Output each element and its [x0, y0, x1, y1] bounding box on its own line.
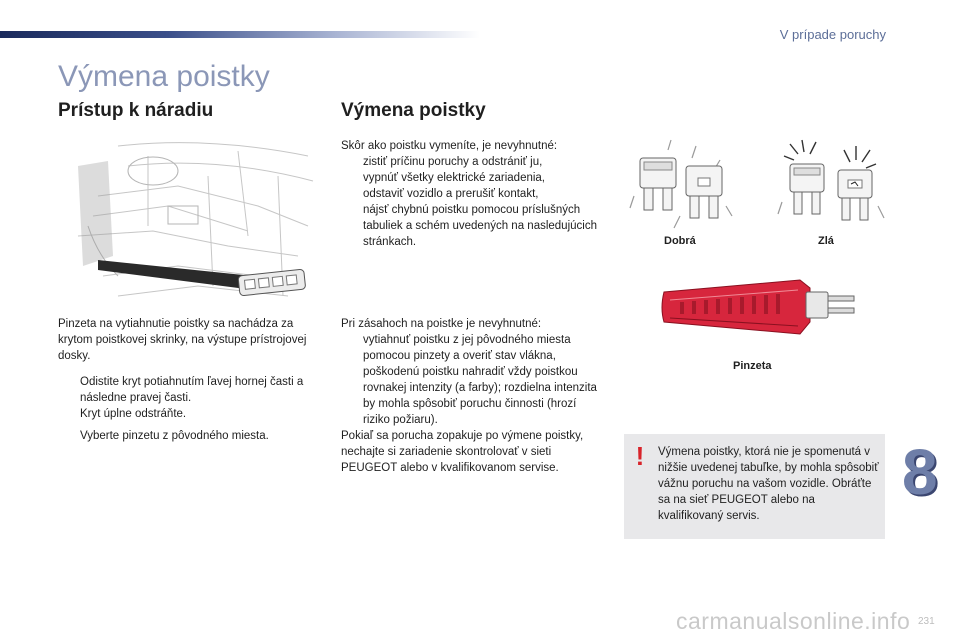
before-intro: Skôr ako poistku vymeníte, je nevyhnutné:	[341, 140, 558, 152]
list-item: zistiť príčinu poruchy a odstrániť ju,	[363, 156, 543, 168]
warning-text: Výmena poistky, ktorá nie je spomenutá v nižšie uvedenej tabuľke, by mohla spôsobiť vážnu poruchu na vašom vozidle. Obráťte sa na sieť PEUGEOT alebo na kvalifikovaný servis.	[658, 446, 879, 522]
tweezers-illustration	[660, 278, 860, 340]
bad-fuse-illustration	[776, 136, 886, 232]
warning-box	[624, 434, 885, 539]
warning-icon: !	[635, 441, 645, 471]
access-intro	[58, 316, 320, 364]
closing-text: Pokiaľ sa porucha zopakuje po výmene poistky, nechajte si zariadenie skontrolovať v sieti PEUGEOT alebo v kvalifikovanom servise.	[341, 430, 584, 474]
during-intro: Pri zásahoch na poistke je nevyhnutné:	[341, 318, 542, 330]
list-item: Kryt úplne odstráňte.	[80, 408, 187, 420]
list-item: Vyberte pinzetu z pôvodného miesta.	[80, 430, 269, 442]
before-block	[341, 138, 606, 250]
label-good: Dobrá	[664, 235, 696, 247]
list-item: poškodenú poistku nahradiť vždy poistkou rovnakej intenzity (a farby); rozdielna intenzita by mohla spôsobiť poruchu činnosti (hrozí riziko požiaru).	[363, 366, 597, 426]
chapter-number: 8	[902, 436, 938, 508]
heading-fuse-replacement: Výmena poistky	[341, 100, 486, 121]
label-tweezers: Pinzeta	[733, 360, 772, 372]
access-steps	[58, 374, 320, 444]
list-item: vytiahnuť poistku z jej pôvodného miesta pomocou pinzety a overiť stav vlákna,	[363, 334, 571, 362]
header-bar	[0, 31, 480, 38]
page-title: Výmena poistky	[58, 60, 270, 93]
during-block	[341, 316, 606, 476]
list-item: vypnúť všetky elektrické zariadenia,	[363, 172, 546, 184]
heading-access-tools: Prístup k náradiu	[58, 100, 214, 121]
list-item: nájsť chybnú poistku pomocou príslušných tabuliek a schém uvedených na nasledujúcich stránkach.	[363, 204, 597, 248]
access-intro-text: Pinzeta na vytiahnutie poistky sa nachádza za krytom poistkovej skrinky, na výstupe prístrojovej dosky.	[58, 318, 307, 362]
list-item: odstaviť vozidlo a prerušiť kontakt,	[363, 188, 539, 200]
watermark: carmanualsonline.info	[676, 608, 911, 634]
good-fuse-illustration	[628, 136, 748, 232]
dashboard-illustration	[58, 136, 320, 314]
page-number: 231	[918, 616, 935, 627]
list-item: Odistite kryt potiahnutím ľavej hornej časti a následne pravej časti.	[80, 376, 304, 404]
section-title: V prípade poruchy	[779, 27, 886, 42]
label-bad: Zlá	[818, 235, 834, 247]
